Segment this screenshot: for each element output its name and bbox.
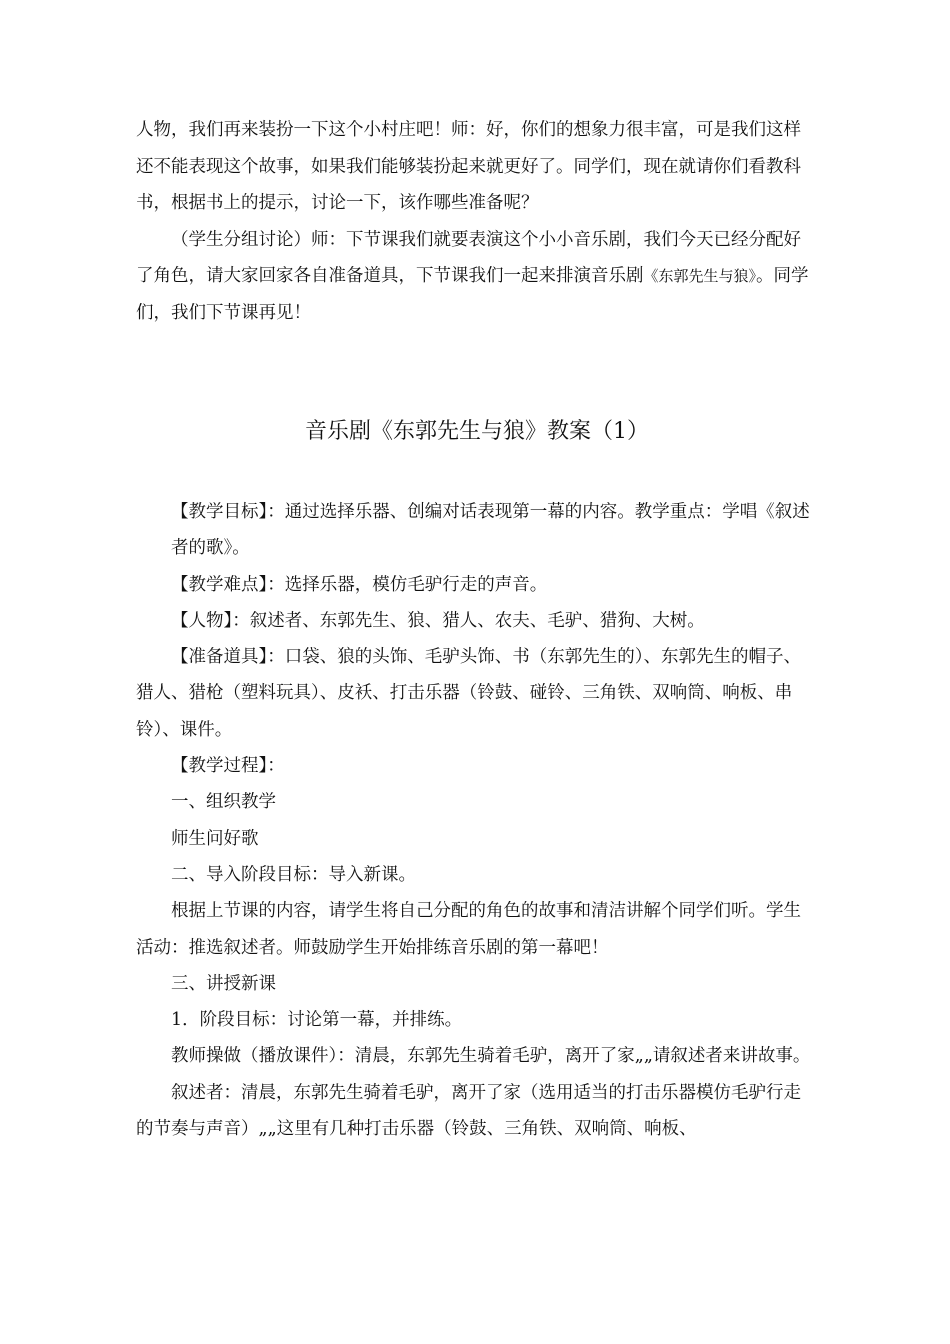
lesson-plan-body	[136, 494, 818, 1147]
lesson-plan-title: 音乐剧《东郭先生与狼》教案（1）	[305, 419, 649, 444]
stage-one-goal: 1．阶段目标：讨论第一幕，并排练。	[171, 1010, 463, 1031]
greeting-song: 师生问好歌	[171, 828, 259, 849]
step-introduce: 二、导入阶段目标：导入新课。	[171, 864, 416, 885]
teacher-operation: 教师操做（播放课件）：清晨，东郭先生骑着毛驴，离开了家„„请叙述者来讲故事。	[171, 1046, 811, 1067]
continued-text-block	[136, 112, 818, 331]
step-new-lesson: 三、讲授新课	[171, 973, 276, 994]
step-organize: 一、组织教学	[171, 792, 276, 813]
teaching-difficulty: 【教学难点】：选择乐器，模仿毛驴行走的声音。	[171, 574, 548, 595]
introduce-paragraph: 根据上节课的内容，请学生将自己分配的角色的故事和清洁讲解个同学们听。学生活动：推选叙述者。师鼓励学生开始排练音乐剧的第一幕吧！	[136, 901, 801, 958]
paragraph-discussion	[136, 222, 818, 332]
teaching-goal: 【教学目标】：通过选择乐器、创编对话表现第一幕的内容。教学重点：学唱《叙述者的歌》。	[171, 502, 810, 559]
process-label: 【教学过程】：	[171, 756, 285, 777]
paragraph-continued: 人物，我们再来装扮一下这个小村庄吧！师：好，你们的想象力很丰富，可是我们这样还不能表现这个故事，如果我们能够装扮起来就更好了。同学们，现在就请你们看教科书，根据书上的提示，讨论一下，该作哪些准备呢？	[136, 120, 801, 213]
props-list: 【准备道具】：口袋、狼的头饰、毛驴头饰、书（东郭先生的）、东郭先生的帽子、猎人、猎枪（塑料玩具）、皮袄、打击乐器（铃鼓、碰铃、三角铁、双响筒、响板、串铃）、课件。	[136, 647, 801, 740]
document-page	[136, 0, 818, 1344]
characters-list: 【人物】：叙述者、东郭先生、狼、猎人、农夫、毛驴、猎狗、大树。	[171, 610, 705, 631]
narrator-paragraph: 叙述者：清晨，东郭先生骑着毛驴，离开了家（选用适当的打击乐器模仿毛驴行走的节奏与声音）„„这里有几种打击乐器（铃鼓、三角铁、双响筒、响板、	[136, 1082, 801, 1140]
drama-title-inline: 《东郭先生与狼》	[643, 267, 757, 285]
paragraph-discussion-main: （学生分组讨论）师：下节课我们就要表演这个小小音乐剧，我们今天已经分配好了角色，请大家回家各自准备道具，下节课我们一起来排演音乐剧	[136, 229, 801, 286]
paragraph-discussion-tail: 。同学们，我们下节课再见！	[136, 266, 809, 323]
